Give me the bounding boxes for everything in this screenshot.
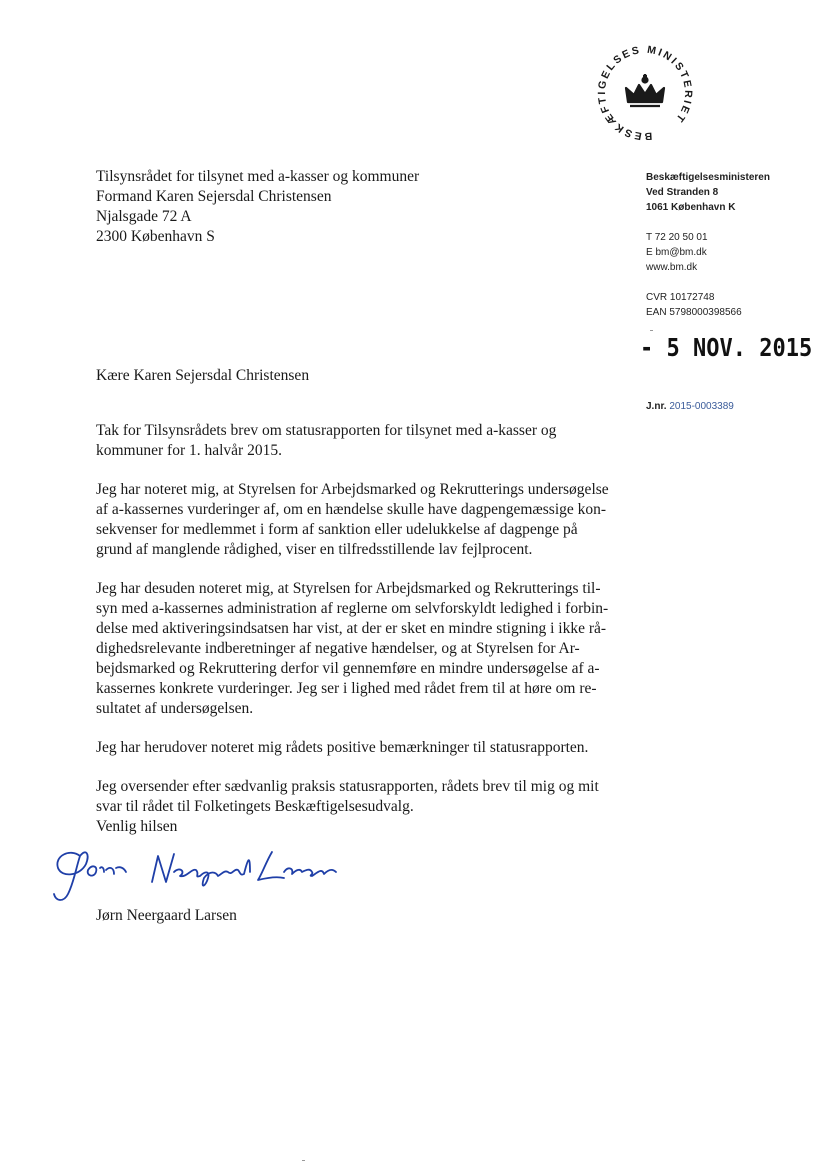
recipient-line: Tilsynsrådet for tilsynet med a-kasser og kommuner bbox=[96, 168, 420, 185]
scan-speck bbox=[650, 330, 653, 331]
scan-speck bbox=[302, 1160, 305, 1161]
paragraph: Jeg har herudover noteret mig rådets positive bemærkninger til statusrapporten. bbox=[96, 739, 589, 756]
recipient-line: 2300 København S bbox=[96, 228, 215, 245]
closing: Venlig hilsen bbox=[96, 818, 178, 835]
journal-number bbox=[646, 399, 734, 414]
paragraph: Jeg oversender efter sædvanlig praksis statusrapporten, rådets brev til mig og mit svar til rådet til Folketingets Beskæftigelsesudvalg. bbox=[96, 778, 599, 815]
recipient-line: Njalsgade 72 A bbox=[96, 208, 192, 225]
ministry-seal-logo bbox=[590, 38, 700, 148]
sender-street: Ved Stranden 8 bbox=[646, 187, 719, 198]
svg-text:BESKÆFTIGELSES MINISTERIET: BESKÆFTIGELSES MINISTERIET bbox=[595, 43, 695, 143]
journal-label: J.nr. bbox=[646, 401, 667, 412]
sender-city: 1061 København K bbox=[646, 202, 736, 213]
letter-body bbox=[96, 421, 616, 836]
paragraph: Jeg har noteret mig, at Styrelsen for Arbejdsmarked og Rekrutterings undersøgelse af a-kassernes vurderinger af, om en hændelse skulle have dagpengemæssige kon- sekvenser for medlemmet i form af sanktion eller udelukkelse af dagpenge på grund af manglende rådighed, viser en tilfredsstillende lav fejlprocent. bbox=[96, 481, 609, 558]
paragraph: Tak for Tilsynsrådets brev om statusrapporten for tilsynet med a-kasser og kommuner for 1. halvår 2015. bbox=[96, 422, 557, 459]
recipient-address bbox=[96, 167, 419, 247]
sender-web: www.bm.dk bbox=[646, 262, 698, 273]
sender-block bbox=[646, 170, 770, 320]
salutation: Kære Karen Sejersdal Christensen bbox=[96, 367, 310, 384]
recipient-line: Formand Karen Sejersdal Christensen bbox=[96, 188, 332, 205]
sender-cvr: CVR 10172748 bbox=[646, 292, 715, 303]
date-stamp: - 5 NOV. 2015 bbox=[640, 334, 813, 363]
crown-icon bbox=[626, 74, 664, 106]
handwritten-signature bbox=[40, 838, 340, 908]
journal-value: 2015-0003389 bbox=[669, 401, 734, 412]
sender-ean: EAN 5798000398566 bbox=[646, 307, 742, 318]
sender-email: E bm@bm.dk bbox=[646, 247, 707, 258]
sender-name: Beskæftigelsesministeren bbox=[646, 172, 770, 183]
signer-name: Jørn Neergaard Larsen bbox=[96, 907, 237, 924]
sender-phone: T 72 20 50 01 bbox=[646, 232, 708, 243]
paragraph: Jeg har desuden noteret mig, at Styrelsen for Arbejdsmarked og Rekrutterings til- syn med a-kassernes administration af reglerne om selvforskyldt ledighed i forbin- delse med aktiveringsindsatsen har vist, at der er sket en mindre stigning i ikke rå- dighedsrelevante indberetninger af negative hændelser, og at Styrelsen for Ar- bejdsmarked og Rekruttering derfor vil gennemføre en mindre undersøgelse af a- kassernes konkrete vurderinger. Jeg ser i lighed med rådet frem til at høre om re- sultatet af undersøgelsen. bbox=[96, 580, 609, 717]
